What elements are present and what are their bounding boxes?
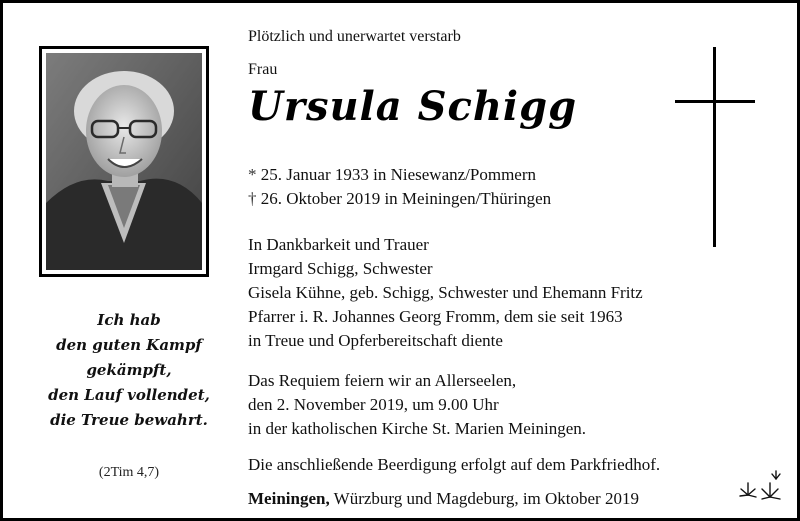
requiem-line: den 2. November 2019, um 9.00 Uhr [248, 395, 499, 414]
mourner-line: Irmgard Schigg, Schwester [248, 259, 433, 278]
verse-line: Ich hab [97, 311, 161, 329]
birth-text: 25. Januar 1933 in Niesewanz/Pommern [260, 165, 536, 184]
deceased-name: Ursula Schigg [248, 83, 578, 130]
salutation: Frau [248, 61, 278, 78]
mourners-block [248, 233, 643, 353]
death-symbol: † [248, 189, 257, 208]
requiem-line: Das Requiem feiern wir an Allerseelen, [248, 371, 517, 390]
verse-line: die Treue bewahrt. [50, 411, 208, 429]
place-city: Meiningen, [248, 489, 330, 508]
mourner-line: In Dankbarkeit und Trauer [248, 235, 429, 254]
death-date [248, 187, 551, 211]
place-rest: Würzburg und Magdeburg, im Oktober 2019 [329, 489, 639, 508]
birth-date [248, 163, 551, 187]
portrait-photo [46, 53, 202, 270]
cross-icon [675, 47, 755, 247]
portrait-frame [39, 46, 209, 277]
verse-line: den guten Kampf [56, 336, 202, 354]
verse-reference: (2Tim 4,7) [98, 465, 160, 480]
requiem-line: in der katholischen Kirche St. Marien Meiningen. [248, 419, 587, 438]
burial-text: Die anschließende Beerdigung erfolgt auf dem Parkfriedhof. [248, 455, 661, 474]
birth-symbol: * [248, 165, 257, 184]
intro-text: Plötzlich und unerwartet verstarb [248, 28, 461, 45]
death-text: 26. Oktober 2019 in Meiningen/Thüringen [260, 189, 552, 208]
verse-line: den Lauf vollendet, [48, 386, 210, 404]
verse-line: gekämpft, [86, 361, 172, 379]
mourner-line: in Treue und Opferbereitschaft diente [248, 331, 503, 350]
mourner-line: Gisela Kühne, geb. Schigg, Schwester und Ehemann Fritz [248, 283, 643, 302]
life-dates [248, 163, 551, 211]
bible-verse [31, 308, 227, 433]
place-date-line [248, 487, 639, 511]
flower-ornament-icon [736, 469, 784, 505]
requiem-block [248, 369, 586, 441]
mourner-line: Pfarrer i. R. Johannes Georg Fromm, dem sie seit 1963 [248, 307, 623, 326]
